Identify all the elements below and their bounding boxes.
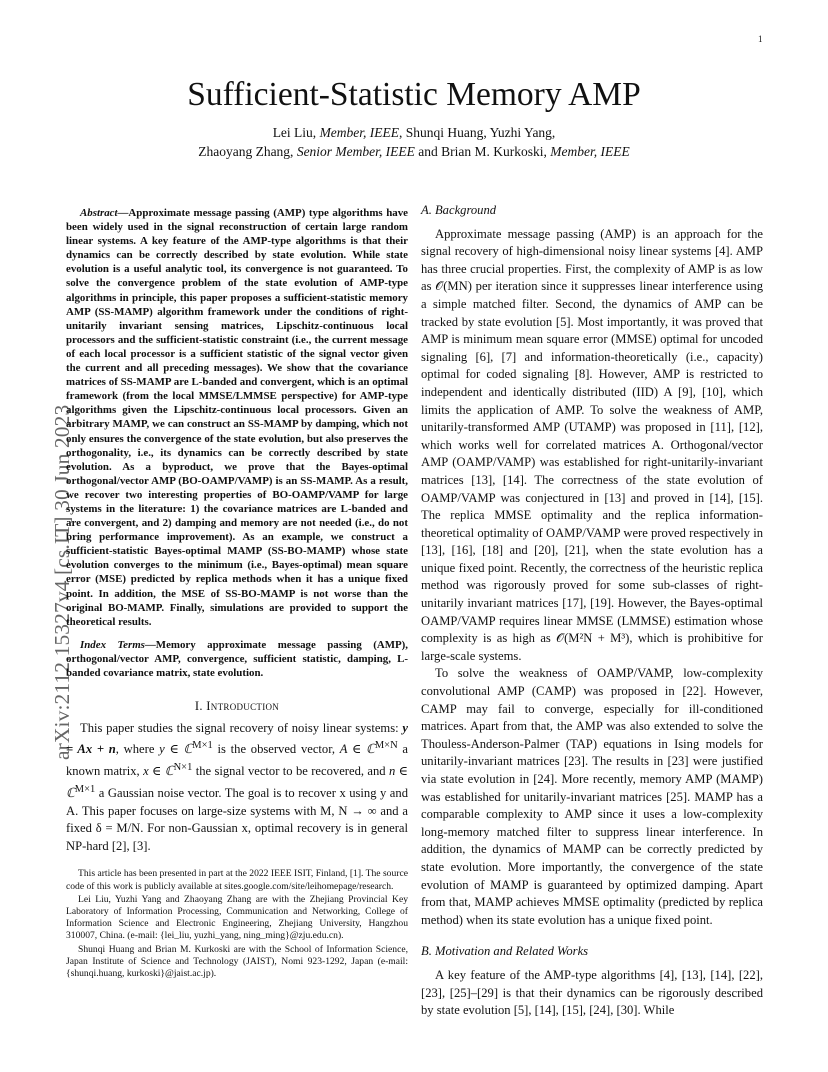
- subsection-heading-motivation: B. Motivation and Related Works: [421, 944, 589, 959]
- motivation-paragraph-1: A key feature of the AMP-type algorithms [4], [13], [14], [22], [23], [25]–[29] is that their dynamics can be rigorously described by state evolution [5], [14], [15], [24], [30]. While: [421, 967, 763, 1018]
- section-heading-introduction: I. Introduction: [194, 699, 280, 714]
- abstract-label: Abstract: [80, 207, 118, 219]
- index-terms-text: —Memory approximate message passing (AMP), orthogonal/vector AMP, convergence, sufficient statistic, damping, L-banded covariance matrix, state evolution.: [66, 638, 408, 679]
- paper-title: Sufficient-Statistic Memory AMP: [187, 76, 641, 113]
- left-column: [66, 206, 408, 980]
- footnote-3: Shunqi Huang and Brian M. Kurkoski are with the School of Information Science, Japan Institute of Science and Technology (JAIST), Nomi 923-1292, Japan (e-mail: {shunqi.huang, kurkoski}@jaist.ac.jp).: [66, 943, 408, 980]
- footnotes: [66, 868, 408, 980]
- subsection-heading-background: A. Background: [421, 203, 497, 217]
- right-column: [421, 202, 763, 1020]
- footnote-1: This article has been presented in part at the 2022 IEEE ISIT, Finland, [1]. The source code of this work is publicly available at sites.google.com/site/leihomepage/research.: [66, 868, 408, 892]
- background-paragraph-2: To solve the weakness of OAMP/VAMP, low-complexity convolutional AMP (CAMP) was proposed in [22]. However, CAMP may fail to converge, especially for ill-conditioned matrices. Apart from that, the AMP was also extended to solve the Thouless-Anderson-Palmer (TAP) equations in Ising models for unitarily-invariant matrices [23]. The results in [23] were justified via state evolution in [24]. More recently, memory AMP (MAMP) was established for unitarily-invariant matrices [25]. MAMP has a comparable complexity to AMP since it uses a low-complexity long-memory matched filter to suppress linear interference. In addition, the dynamics of MAMP can be correctly predicted by state evolution. More importantly, the convergence of the state evolution of MAMP is guaranteed by optimized damping. Apart from that, MAMP achieves MMSE optimality (predicted by replica method) when its state evolution has a unique fixed point.: [421, 666, 763, 927]
- author-block: [0, 123, 828, 161]
- index-terms-label: Index Terms: [80, 638, 145, 651]
- footnote-2: Lei Liu, Yuzhi Yang and Zhaoyang Zhang are with the Zhejiang Provincial Key Laboratory of Information Processing, Communication and Networking, College of Information Science and Electronic Engineering, Zhejiang University, Hangzhou 310007, China. (e-mail: {lei_liu, yuzhi_yang, ning_ming}@zju.edu.cn).: [66, 893, 408, 942]
- authors-line-1: Lei Liu, Member, IEEE, Shunqi Huang, Yuzhi Yang,: [272, 125, 556, 140]
- index-terms: [66, 638, 408, 680]
- abstract-text: —Approximate message passing (AMP) type algorithms have been widely used in the signal reconstruction of certain large random linear systems. A key feature of the AMP-type algorithms is that their dynamics can be correctly described by state evolution. While state evolution is a useful analytic tool, its convergence is not guaranteed. To solve the convergence problem of the state evolution of AMP-type algorithms in principle, this paper proposes a sufficient-statistic memory AMP (SS-MAMP) algorithm framework under the conditions of right-unitarily invariant sensing matrices, Lipschitz-continuous local processors and the sufficient-statistic constraint (i.e., the current message of each local processor is a sufficient statistic of the signal vector given the current and all preceding messages). We show that the covariance matrices of SS-MAMP are L-banded and convergent, which is an optimal framework (from the local MMSE/LMMSE perspective) for AMP-type algorithms given the Lipschitz-continuous local processors. Given an arbitrary MAMP, we can construct an SS-MAMP by damping, which not only ensures the convergence of the state evolution, but also preserves the orthogonality, i.e., its dynamics can be correctly described by state evolution. As a byproduct, we prove that the Bayes-optimal orthogonal/vector AMP (BO-OAMP/VAMP) is an SS-MAMP. As a result, we recover two interesting properties of BO-OAMP/VAMP for large systems in the literature: 1) the covariance matrices are L-banded and are convergent, and 2) damping and memory are not needed (i.e., do not bring performance improvement). As an example, we construct a sufficient-statistic Bayes-optimal MAMP (SS-BO-MAMP) whose state evolution converges to the minimum (i.e., Bayes-optimal) mean square error (MSE) predicted by replica methods when it has a unique fixed point. In addition, the MSE of SS-BO-MAMP is not worse than the original BO-MAMP. Finally, simulations are provided to support the theoretical results.: [66, 207, 408, 628]
- arxiv-stamp: arXiv:2112.15327v4 [cs.IT] 30 Jun 2023: [50, 404, 74, 760]
- abstract: [66, 206, 408, 629]
- page-number: 1: [758, 34, 763, 44]
- authors-line-2: Zhaoyang Zhang, Senior Member, IEEE and Brian M. Kurkoski, Member, IEEE: [198, 144, 630, 159]
- background-paragraph-1: Approximate message passing (AMP) is an approach for the signal recovery of high-dimensional noisy linear systems [4]. AMP has three crucial properties. First, the complexity of AMP is as low as 𝒪(MN) per iteration since it suppresses linear interference using a simple matched filter. Second, the dynamics of AMP can be tracked by state evolution [5]. Most importantly, it was proved that AMP is minimum mean square error (MMSE) optimal for uncoded signaling [6], [7] and information-theoretically (i.e., capacity) optimal for coded signaling [8]. However, AMP is restricted to independent and identically distributed (IID) A [9], [10], which limits the application of AMP. To solve the weakness of AMP, unitarily-transformed AMP (UTAMP) was proposed in [11], [12], which works well for correlated matrices A. Orthogonal/vector AMP (OAMP/VAMP) was established for right-unitarily-invariant matrices [13], [14]. The correctness of the state evolution of OAMP/VAMP was conjectured in [13] and proved in [14], [15]. The replica MMSE optimality and the replica information-theoretical optimality of OAMP/VAMP were proved respectively in [13], [16], [18] and [20], [21], when the state evolution has a unique fixed point. Recently, the correctness of the heuristic replica method was rigorously proved for some sub-classes of right-unitarily invariant matrices [17], [19]. However, the Bayes-optimal OAMP/VAMP requires linear MMSE (LMMSE) estimation whose complexity is as high as 𝒪(M²N + M³), which is prohibitive for large-scale systems.: [421, 226, 763, 663]
- intro-paragraph: This paper studies the signal recovery of noisy linear systems: y = Ax + n, where y ∈ ℂ$^{M\times 1}$ is the observed vector, A ∈ ℂ$^{M\times N}$ a known matrix, x ∈ ℂ$^{N\times 1}$ the signal vector to be recovered, and n ∈ ℂ$^{M\times 1}$ a Gaussian noise vector. The goal is to recover x using y and A. This paper focuses on large-size systems with M, N → ∞ and a fixed δ = M/N. For non-Gaussian x, optimal recovery is in general NP-hard [2], [3].: [66, 720, 408, 853]
